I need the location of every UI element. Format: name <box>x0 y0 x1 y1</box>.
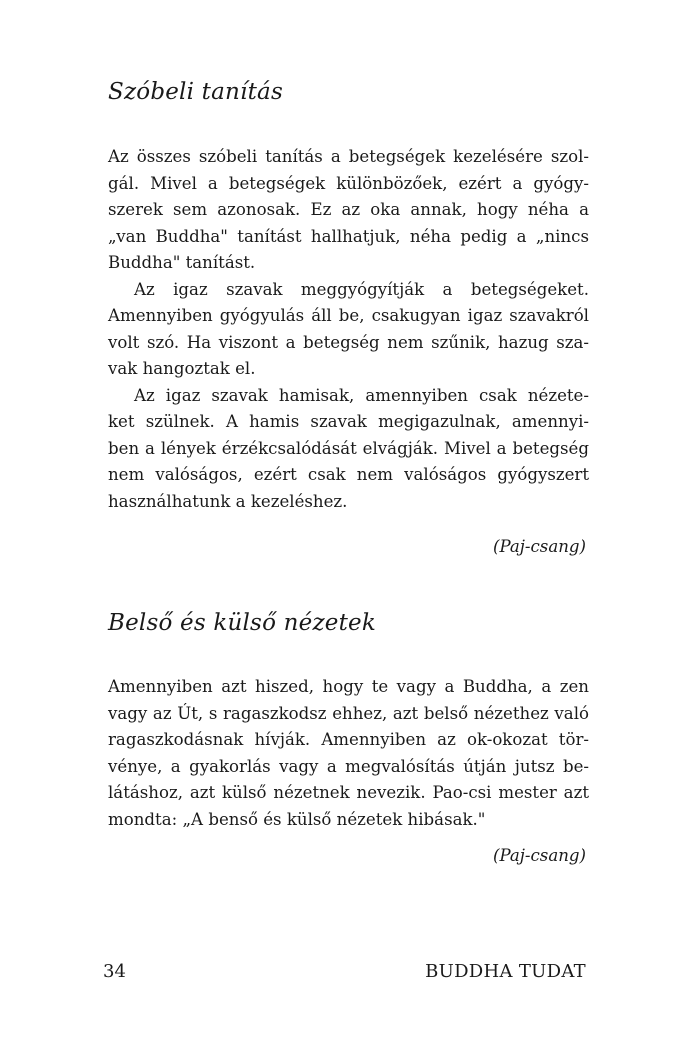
text-line: vénye, a gyakorlás vagy a megvalósítás útján jutsz be- <box>108 756 589 776</box>
text-line: Amennyiben gyógyulás áll be, csakugyan igaz szavakról <box>108 306 589 325</box>
section-heading: Szóbeli tanítás <box>108 79 283 105</box>
text-line: vagy az Út, s ragaszkodsz ehhez, azt belső nézethez való <box>108 703 589 723</box>
text-line: Buddha" tanítást. <box>108 253 256 272</box>
text-line: ben a lények érzékcsalódását elvágják. Mivel a betegség <box>108 438 589 458</box>
text-line: „van Buddha" tanítást hallhatjuk, néha pedig a „nincs <box>108 226 589 246</box>
text-line: látáshoz, azt külső nézetnek nevezik. Pao-csi mester azt <box>108 783 589 802</box>
text-line: Amennyiben azt hiszed, hogy te vagy a Buddha, a zen <box>108 677 589 696</box>
text-line: mondta: „A benső és külső nézetek hibásak." <box>108 809 486 829</box>
text-line: ket szülnek. A hamis szavak megigazulnak, amennyi- <box>108 412 589 431</box>
text-line: volt szó. Ha viszont a betegség nem szűnik, hazug sza- <box>108 332 589 352</box>
attribution: (Paj-csang) <box>492 537 586 556</box>
text-line: vak hangoztak el. <box>108 359 256 378</box>
text-line: Az igaz szavak meggyógyítják a betegségeket. <box>134 279 589 299</box>
text-line: nem valóságos, ezért csak nem valóságos gyógyszert <box>108 465 589 484</box>
section-heading: Belső és külső nézetek <box>108 610 376 636</box>
page-number: 34 <box>103 961 126 982</box>
text-line: gál. Mivel a betegségek különbözőek, ezért a gyógy- <box>108 173 589 193</box>
section-body <box>108 144 589 515</box>
text-line: ragaszkodásnak hívják. Amennyiben az ok-okozat tör- <box>108 730 589 749</box>
section-body <box>108 674 589 833</box>
running-title: BUDDHA TUDAT <box>425 961 586 982</box>
text-line: Az összes szóbeli tanítás a betegségek kezelésére szol- <box>108 147 589 166</box>
attribution: (Paj-csang) <box>492 846 586 865</box>
text-line: Az igaz szavak hamisak, amennyiben csak nézete- <box>134 385 589 405</box>
text-line: használhatunk a kezeléshez. <box>108 491 348 511</box>
text-line: szerek sem azonosak. Ez az oka annak, hogy néha a <box>108 200 589 219</box>
